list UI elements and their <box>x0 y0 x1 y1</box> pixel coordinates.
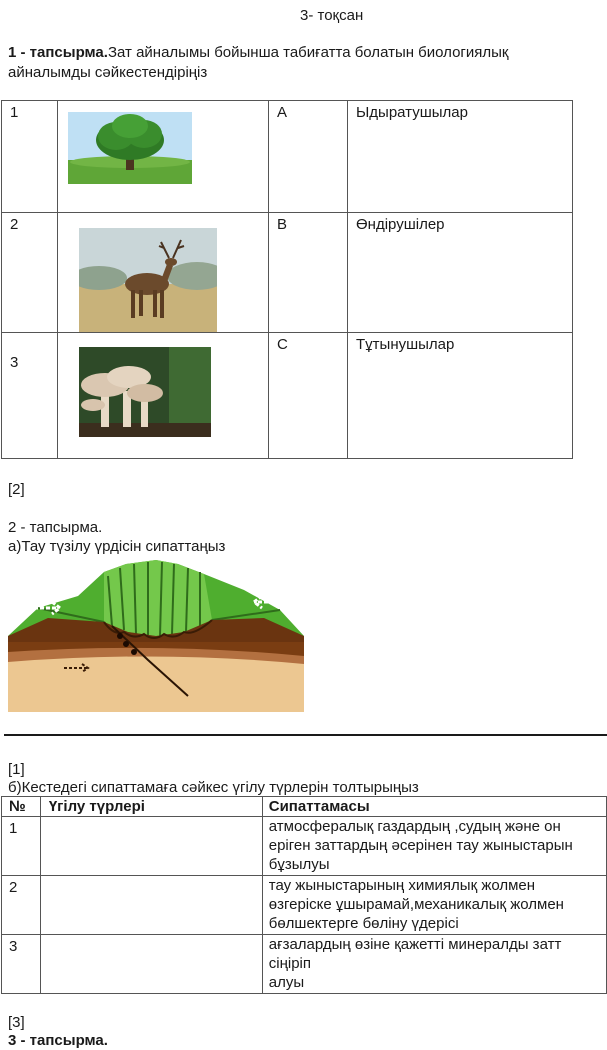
role-cell: Тұтынушылар <box>348 333 573 459</box>
header-number: № <box>2 797 41 817</box>
weathering-table <box>1 796 607 994</box>
mountain-formation-diagram <box>8 556 304 712</box>
task1-score: [2] <box>8 481 25 498</box>
divider <box>4 734 607 736</box>
task3-title: 3 - тапсырма. <box>8 1032 108 1049</box>
task1-title <box>8 43 509 62</box>
image-cell <box>58 213 269 333</box>
description-line: ағзалардың өзіне қажетті минералды затт <box>268 936 562 953</box>
row-number: 2 <box>2 213 58 333</box>
mushroom-image <box>79 347 211 437</box>
description-line: алуы <box>268 974 305 991</box>
description-line: еріген заттардың әсерінен тау жыныстарын <box>268 837 573 854</box>
letter-cell: C <box>269 333 348 459</box>
image-cell <box>58 333 269 459</box>
table-row <box>2 213 573 333</box>
row-number: 3 <box>2 935 41 994</box>
table-row <box>2 101 573 213</box>
description-cell <box>262 935 606 994</box>
table-row <box>2 817 607 876</box>
description-line: бұзылуы <box>268 856 330 873</box>
task1-title-text: Зат айналымы бойынша табиғатта болатын биологиялық <box>107 44 509 61</box>
task2-score-a: [1] <box>8 761 25 778</box>
description-line: бөлшектерге бөліну үдерісі <box>268 915 459 932</box>
task2-part-b: б)Кестедегі сипаттамаға сәйкес үгілу түрлерін толтырыңыз <box>8 779 419 796</box>
table-row <box>2 876 607 935</box>
role-cell: Ыдыратушылар <box>348 101 573 213</box>
description-cell <box>262 876 606 935</box>
task2-score-b: [3] <box>8 1014 25 1031</box>
description-cell <box>262 817 606 876</box>
description-line: сіңіріп <box>268 955 311 972</box>
task2-title: 2 - тапсырма. <box>8 519 103 536</box>
matching-table <box>1 100 573 459</box>
task2-part-a: а)Тау түзілу үрдісін сипаттаңыз <box>8 538 226 555</box>
table-row <box>2 333 573 459</box>
weathering-type-field[interactable] <box>40 935 262 994</box>
task1-title-line2: айналымды сәйкестендіріңіз <box>8 64 208 81</box>
image-cell <box>58 101 269 213</box>
tree-image <box>68 112 192 184</box>
weathering-type-field[interactable] <box>40 876 262 935</box>
description-line: тау жыныстарының химиялық жолмен <box>268 877 536 894</box>
letter-cell: A <box>269 101 348 213</box>
header-type: Үгілу түрлері <box>40 797 262 817</box>
role-cell: Өндірушілер <box>348 213 573 333</box>
letter-cell: B <box>269 213 348 333</box>
deer-image <box>79 228 217 332</box>
table-row <box>2 935 607 994</box>
term-header: 3- тоқсан <box>300 7 364 24</box>
description-line: атмосфералық газдардың ,судың және он <box>268 818 561 835</box>
weathering-type-field[interactable] <box>40 817 262 876</box>
row-number: 1 <box>2 817 41 876</box>
description-line: өзгеріске ұшырамай,механикалық жолмен <box>268 896 564 913</box>
row-number: 1 <box>2 101 58 213</box>
task1-title-bold: 1 - тапсырма. <box>8 44 108 61</box>
table-header-row <box>2 797 607 817</box>
row-number: 2 <box>2 876 41 935</box>
header-description: Сипаттамасы <box>262 797 606 817</box>
row-number: 3 <box>2 333 58 459</box>
